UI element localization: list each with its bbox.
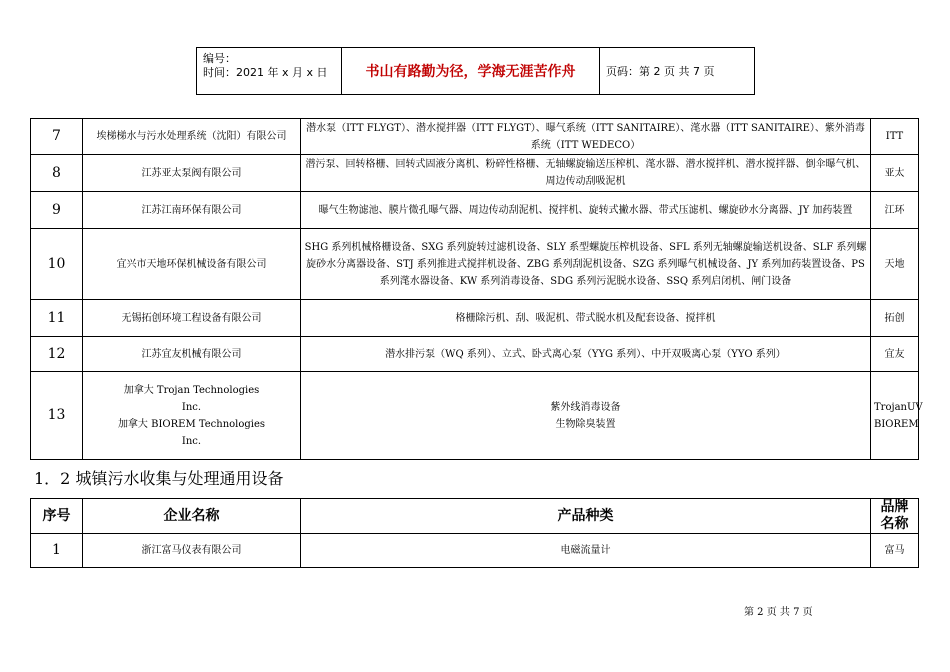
product-line: 生物除臭装置 [555, 418, 616, 430]
header-number: 序号 [31, 499, 83, 534]
brand-name: 天地 [871, 229, 919, 300]
table-row [31, 337, 919, 372]
row-number: 8 [31, 155, 83, 192]
brand-name: 富马 [871, 534, 919, 568]
header-info [197, 48, 342, 94]
time-label: 时间：2021 年 x 月 x 日 [203, 66, 328, 79]
header-company: 企业名称 [83, 499, 301, 534]
table-row [31, 229, 919, 300]
brand-line: TrojanUV [874, 401, 923, 413]
supplier-table [30, 118, 923, 460]
company-name: 江苏亚太泵阀有限公司 [83, 155, 301, 192]
table-row [31, 192, 919, 229]
company-name: 无锡拓创环境工程设备有限公司 [83, 300, 301, 337]
number-label: 编号： [203, 52, 236, 65]
equipment-table [30, 498, 919, 568]
company-name: 江苏江南环保有限公司 [83, 192, 301, 229]
table-row [31, 372, 919, 460]
section-title: 1．2 城镇污水收集与处理通用设备 [34, 469, 284, 488]
product-list: 潜水泵（ITT FLYGT）、潜水搅拌器（ITT FLYGT）、曝气系统（ITT SANITAIRE）、滗水器（ITT SANITAIRE）、紫外消毒系统（ITT WEDECO） [301, 119, 871, 155]
brand-name: 江环 [871, 192, 919, 229]
product-line: 紫外线消毒设备 [550, 401, 621, 413]
page-footer: 第 2 页 共 7 页 [744, 607, 813, 618]
company-line: 加拿大 BIOREM Technologies [117, 418, 266, 430]
product-list: SHG 系列机械格栅设备、SXG 系列旋转过滤机设备、SLY 系型螺旋压榨机设备、SFL 系列无轴螺旋输送机设备、SLF 系列螺旋砂水分离器设备、STJ 系列推进式搅拌机设备、ZBG 系列刮泥机设备、SZG 系列曝气机械设备、JY 系列加药装置设备、PS 系列滗水器设备、KW 系列消毒设备、SDG 系列污泥脱水设备、SSQ 系列启闭机、闸门设备 [301, 229, 871, 300]
product-list: 曝气生物滤池、膜片微孔曝气器、周边传动刮泥机、搅拌机、旋转式撇水器、带式压滤机、螺旋砂水分离器、JY 加药装置 [301, 192, 871, 229]
page-header [196, 47, 755, 95]
company-line: Inc. [181, 401, 202, 413]
header-brand: 品牌名称 [871, 499, 919, 534]
table-row [31, 155, 919, 192]
brand-name [871, 372, 923, 460]
product-list: 电磁流量计 [301, 534, 871, 568]
row-number: 9 [31, 192, 83, 229]
brand-name: ITT [871, 119, 919, 155]
company-name [83, 372, 301, 460]
row-number: 10 [31, 229, 83, 300]
product-list: 潜污泵、回转格栅、回转式固液分离机、粉碎性格栅、无轴螺旋输送压榨机、滗水器、潜水搅拌机、潜水搅拌器、倒伞曝气机、周边传动刮吸泥机 [301, 155, 871, 192]
row-number: 11 [31, 300, 83, 337]
table-header-row [31, 499, 919, 534]
company-name: 江苏宜友机械有限公司 [83, 337, 301, 372]
row-number: 1 [31, 534, 83, 568]
company-name: 埃梯梯水与污水处理系统（沈阳）有限公司 [83, 119, 301, 155]
product-list: 潜水排污泵（WQ 系列）、立式、卧式离心泵（YYG 系列）、中开双吸离心泵（YYO 系列） [301, 337, 871, 372]
table-row [31, 119, 919, 155]
product-list [301, 372, 871, 460]
product-list: 格栅除污机、刮、吸泥机、带式脱水机及配套设备、搅拌机 [301, 300, 871, 337]
header-page-number: 页码：第 2 页 共 7 页 [606, 65, 715, 78]
brand-name: 拓创 [871, 300, 919, 337]
row-number: 12 [31, 337, 83, 372]
brand-line: BIOREM [874, 418, 919, 430]
header-motto: 书山有路勤为径，学海无涯苦作舟 [342, 48, 600, 94]
header-products: 产品种类 [301, 499, 871, 534]
company-name: 浙江富马仪表有限公司 [83, 534, 301, 568]
brand-name: 宜友 [871, 337, 919, 372]
company-line: 加拿大 Trojan Technologies [123, 384, 260, 396]
row-number: 7 [31, 119, 83, 155]
row-number: 13 [31, 372, 83, 460]
brand-name: 亚太 [871, 155, 919, 192]
table-row [31, 300, 919, 337]
table-row [31, 534, 919, 568]
company-name: 宜兴市天地环保机械设备有限公司 [83, 229, 301, 300]
company-line: Inc. [181, 435, 202, 447]
